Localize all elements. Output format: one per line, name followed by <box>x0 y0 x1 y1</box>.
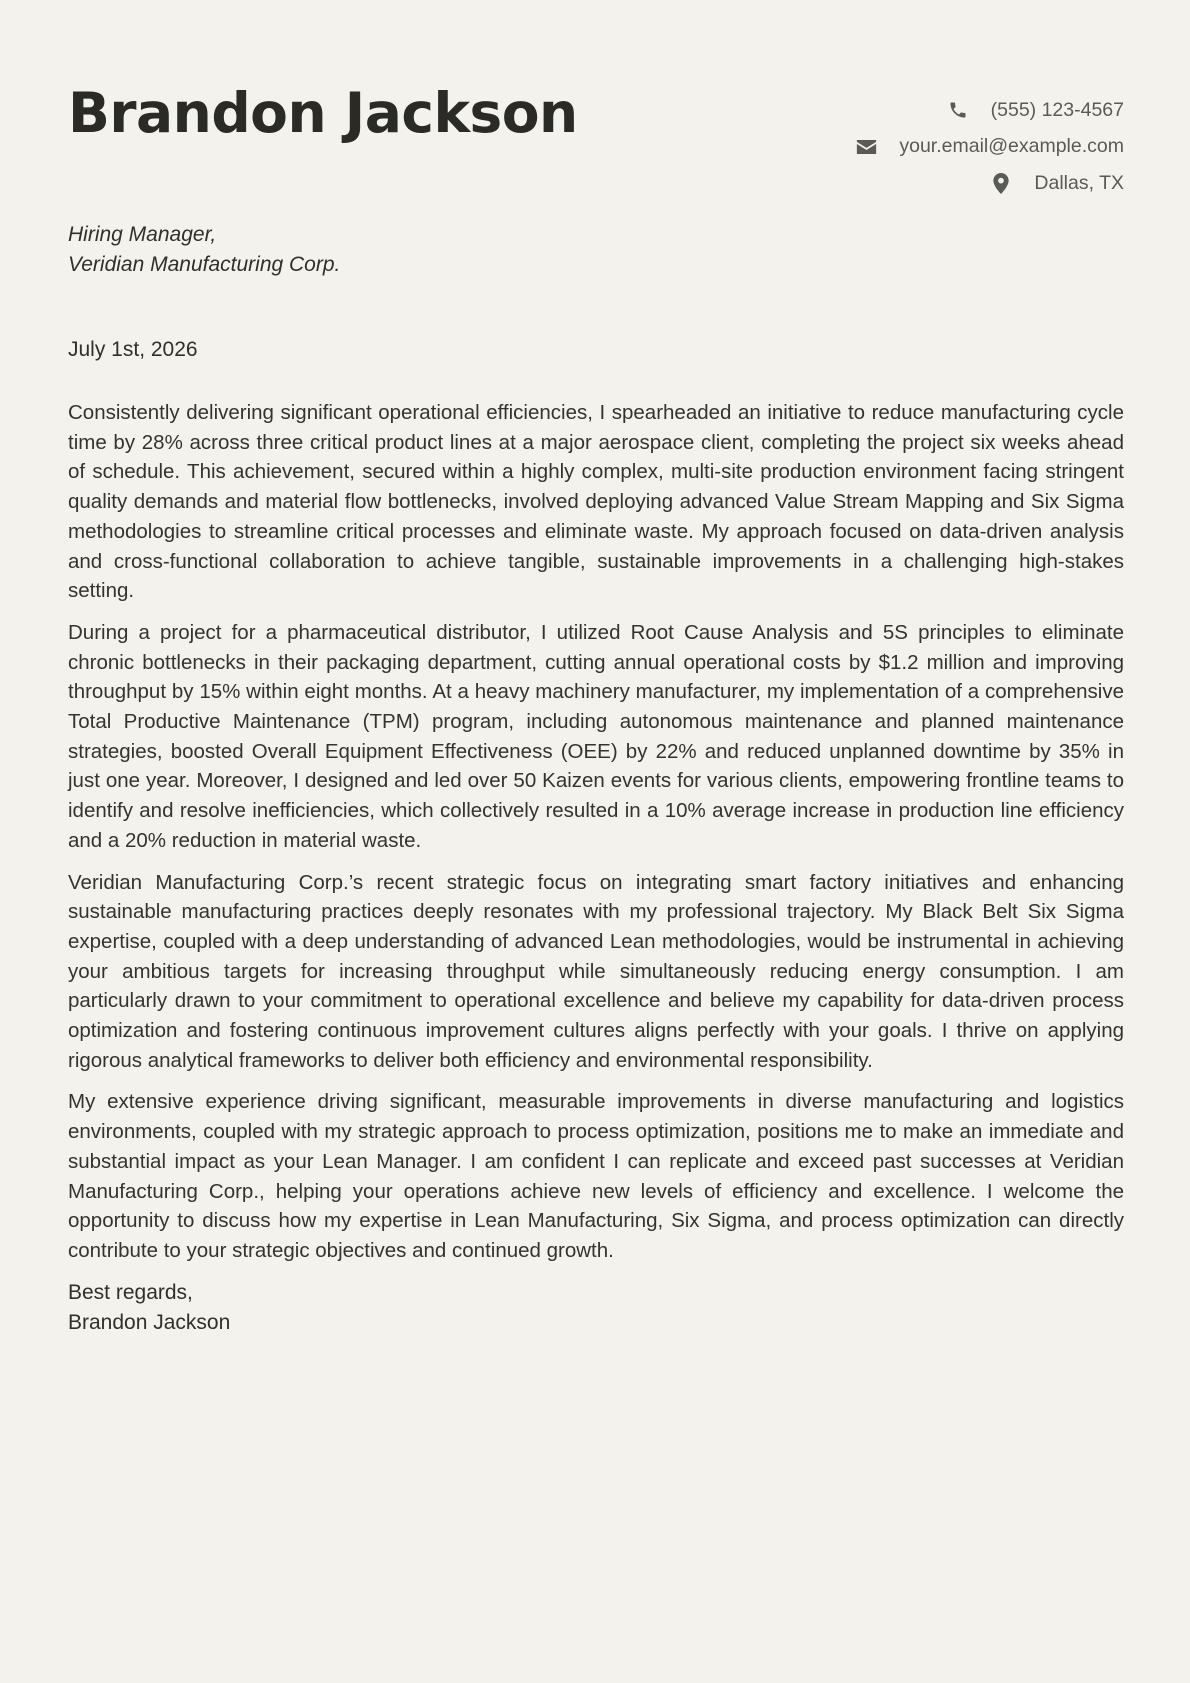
location-text: Dallas, TX <box>1034 171 1124 194</box>
map-pin-icon <box>990 172 1012 194</box>
applicant-name: Brandon Jackson <box>68 81 578 145</box>
contact-info <box>855 92 1124 202</box>
closing-block <box>68 1278 1124 1338</box>
email-address: your.email@example.com <box>899 135 1124 158</box>
cover-letter-page <box>68 0 1124 1683</box>
letter-header <box>68 0 1124 205</box>
letter-date: July 1st, 2026 <box>68 338 198 361</box>
contact-location <box>855 165 1124 202</box>
contact-email <box>855 129 1124 166</box>
phone-number: (555) 123-4567 <box>990 98 1124 121</box>
body-paragraph-4: My extensive experience driving significant, measurable improvements in diverse manufacturing and logistics environments, coupled with my strategic approach to process optimization, positions me to make an immediate and substantial impact as your Lean Manager. I am confident I can replicate and exceed past successes at Veridian Manufacturing Corp., helping your operations achieve new levels of efficiency and excellence. I welcome the opportunity to discuss how my expertise in Lean Manufacturing, Six Sigma, and process optimization can directly contribute to your strategic objectives and continued growth. <box>68 1090 1124 1262</box>
recipient-block <box>68 220 340 280</box>
closing-signature: Brandon Jackson <box>68 1310 231 1334</box>
phone-icon <box>947 99 969 121</box>
letter-body <box>68 398 1124 1338</box>
contact-phone <box>855 92 1124 129</box>
recipient-title: Hiring Manager, <box>68 223 217 246</box>
body-paragraph-3: Veridian Manufacturing Corp.’s recent strategic focus on integrating smart factory initiatives and enhancing sustainable manufacturing practices deeply resonates with my professional trajectory. My Black Belt Six Sigma expertise, coupled with a deep understanding of advanced Lean methodologies, would be instrumental in achieving your ambitious targets for increasing throughput while simultaneously reducing energy consumption. I am particularly drawn to your commitment to operational excellence and believe my capability for data-driven process optimization and fostering continuous improvement cultures aligns perfectly with your goals. I thrive on applying rigorous analytical frameworks to deliver both efficiency and environmental responsibility. <box>68 870 1124 1072</box>
recipient-company: Veridian Manufacturing Corp. <box>68 253 341 276</box>
closing-salutation: Best regards, <box>68 1280 193 1304</box>
body-paragraph-1: Consistently delivering significant operational efficiencies, I spearheaded an initiative to reduce manufacturing cycle time by 28% across three critical product lines at a major aerospace client, completing the project six weeks ahead of schedule. This achievement, secured within a highly complex, multi-site production environment facing stringent quality demands and material flow bottlenecks, involved deploying advanced Value Stream Mapping and Six Sigma methodologies to streamline critical processes and eliminate waste. My approach focused on data-driven analysis and cross-functional collaboration to achieve tangible, sustainable improvements in a challenging high-stakes setting. <box>68 401 1124 603</box>
envelope-icon <box>855 136 877 158</box>
body-paragraph-2: During a project for a pharmaceutical distributor, I utilized Root Cause Analysis and 5S principles to eliminate chronic bottlenecks in their packaging department, cutting annual operational costs by $1.2 million and improving throughput by 15% within eight months. At a heavy machinery manufacturer, my implementation of a comprehensive Total Productive Maintenance (TPM) program, including autonomous maintenance and planned maintenance strategies, boosted Overall Equipment Effectiveness (OEE) by 22% and reduced unplanned downtime by 35% in just one year. Moreover, I designed and led over 50 Kaizen events for various clients, empowering frontline teams to identify and resolve inefficiencies, which collectively resulted in a 10% average increase in production line efficiency and a 20% reduction in material waste. <box>68 620 1124 852</box>
